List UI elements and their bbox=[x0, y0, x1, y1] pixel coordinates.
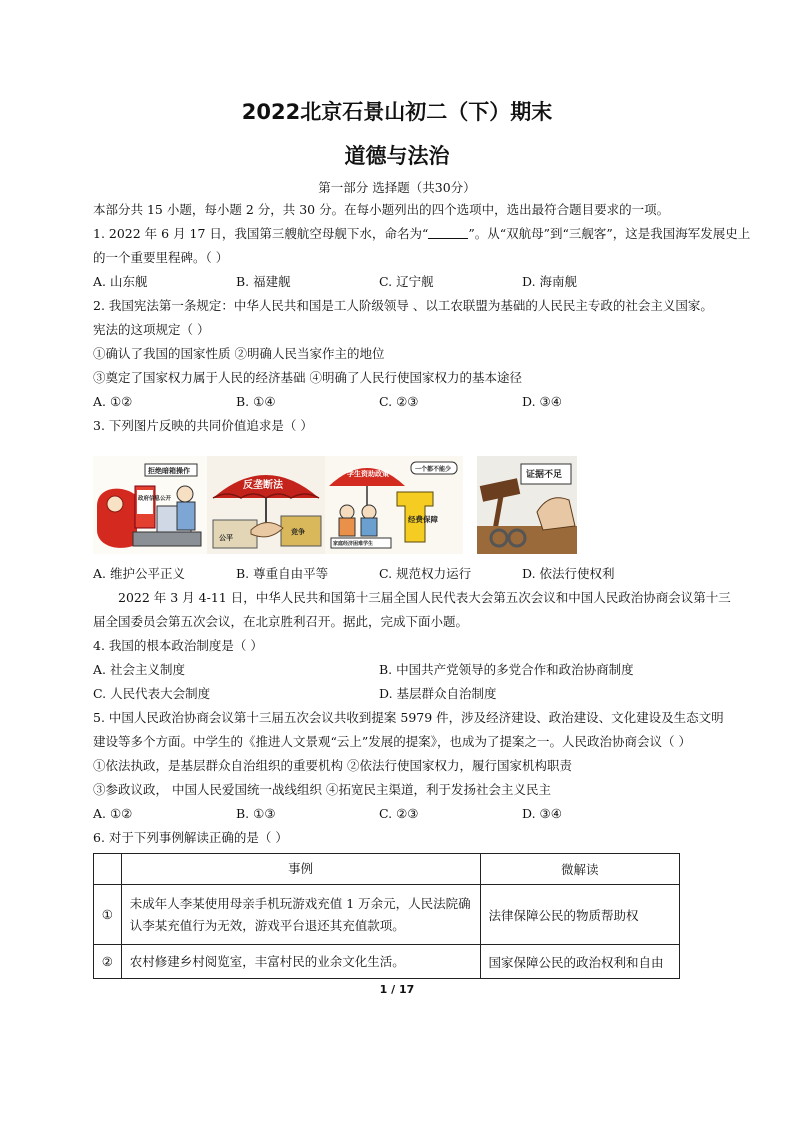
umbrella-label: 反垄断法 bbox=[243, 480, 283, 491]
cartoon-caption: 政府信息公开 bbox=[138, 496, 172, 502]
q5-option-a: A. ①② bbox=[93, 806, 133, 821]
card-label: 公平 bbox=[219, 534, 233, 542]
sign-label: 证据不足 bbox=[526, 470, 563, 480]
q5-option-d: D. ③④ bbox=[522, 806, 562, 821]
q5-line1: 5. 中国人民政治协商会议第十三届五次会议共收到提案 5979 件，涉及经济建设、政治建设、文化建设及生态文明 bbox=[93, 710, 724, 725]
q2-option-d: D. ③④ bbox=[522, 394, 562, 409]
q6-stem: 6. 对于下列事例解读正确的是（ ） bbox=[93, 830, 288, 845]
page-number: 1 / 17 bbox=[379, 983, 415, 996]
answer-blank bbox=[428, 226, 468, 239]
sign-label: 家庭经济困难学生 bbox=[333, 541, 374, 547]
case-cell: 农村修建乡村阅览室，丰富村民的业余文化生活。 bbox=[121, 945, 480, 979]
q4-stem: 4. 我国的根本政治制度是（ ） bbox=[93, 638, 263, 653]
column-header bbox=[94, 854, 122, 885]
q5-option-b: B. ①③ bbox=[236, 806, 276, 821]
cartoon-student-aid bbox=[325, 456, 463, 554]
q1-line1: 1. 2022 年 6 月 17 日，我国第三艘航空母舰下水，命名为“ ”。从“双航母”到“三舰客”，这是我国海军发展史上 bbox=[93, 226, 751, 241]
section-heading: 第一部分 选择题（共30分） bbox=[318, 180, 476, 195]
sign-label: 经费保障 bbox=[408, 515, 438, 524]
q2-line2: 宪法的这项规定（ ） bbox=[93, 322, 210, 337]
material-line2: 届全国委员会第五次会议，在北京胜利召开。据此，完成下面小题。 bbox=[93, 614, 469, 629]
cartoon-open-government bbox=[93, 456, 207, 554]
q3-option-c: C. 规范权力运行 bbox=[379, 566, 472, 581]
q5-line2: 建设等多个方面。中学生的《推进人文景观“云上”发展的提案》，也成为了提案之一。人民政治协商会议（ ） bbox=[93, 734, 692, 749]
q4-option-d: D. 基层群众自治制度 bbox=[379, 686, 497, 701]
q1-line2: 的一个重要里程碑。（ ） bbox=[93, 250, 229, 265]
table-row bbox=[94, 945, 680, 979]
case-cell: 未成年人李某使用母亲手机玩游戏充值 1 万余元，人民法院确认李某充值行为无效，游戏平台退还其充值款项。 bbox=[121, 885, 480, 945]
row-number: ② bbox=[94, 945, 122, 979]
subject-title: 道德与法治 bbox=[344, 144, 450, 168]
exam-title: 2022北京石景山初二（下）期末 bbox=[241, 100, 553, 124]
q2-items-1: ①确认了我国的国家性质 ②明确人民当家作主的地位 bbox=[93, 346, 385, 361]
material-line1: 2022 年 3 月 4-11 日，中华人民共和国第十三届全国人民代表大会第五次会议和中国人民政治协商会议第十三 bbox=[118, 590, 731, 605]
q1-option-a: A. 山东舰 bbox=[93, 274, 148, 289]
card-label: 竞争 bbox=[291, 528, 305, 536]
q2-line1: 2. 我国宪法第一条规定：中华人民共和国是工人阶级领导 、以工农联盟为基础的人民民主专政的社会主义国家。 bbox=[93, 298, 713, 313]
q5-option-c: C. ②③ bbox=[379, 806, 419, 821]
q5-items-1: ①依法执政，是基层群众自治组织的重要机构 ②依法行使国家权力，履行国家机构职责 bbox=[93, 758, 572, 773]
q3-cartoon-strip bbox=[93, 456, 580, 554]
row-number: ① bbox=[94, 885, 122, 945]
column-header: 微解读 bbox=[480, 854, 679, 885]
column-header: 事例 bbox=[121, 854, 480, 885]
q1-option-c: C. 辽宁舰 bbox=[379, 274, 434, 289]
q3-option-d: D. 依法行使权利 bbox=[522, 566, 615, 581]
cartoon-caption: 拒绝暗箱操作 bbox=[148, 467, 190, 475]
q2-option-c: C. ②③ bbox=[379, 394, 419, 409]
reading-cell: 国家保障公民的政治权利和自由 bbox=[480, 945, 679, 979]
q1-option-b: B. 福建舰 bbox=[236, 274, 291, 289]
q2-items-2: ③奠定了国家权力属于人民的经济基础 ④明确了人民行使国家权力的基本途径 bbox=[93, 370, 522, 385]
q3-stem: 3. 下列图片反映的共同价值追求是（ ） bbox=[93, 418, 313, 433]
q6-cases-table bbox=[93, 853, 680, 979]
cartoon-insufficient-evidence bbox=[477, 456, 577, 554]
q5-items-2: ③参政议政， 中国人民爱国统一战线组织 ④拓宽民主渠道，利于发扬社会主义民主 bbox=[93, 782, 551, 797]
table-header-row bbox=[94, 854, 680, 885]
q3-option-a: A. 维护公平正义 bbox=[93, 566, 185, 581]
speech-bubble: 一个都不能少 bbox=[415, 466, 452, 473]
q3-option-b: B. 尊重自由平等 bbox=[236, 566, 329, 581]
reading-cell: 法律保障公民的物质帮助权 bbox=[480, 885, 679, 945]
q4-option-b: B. 中国共产党领导的多党合作和政治协商制度 bbox=[379, 662, 634, 677]
cartoon-antimonopoly bbox=[207, 456, 325, 554]
q2-option-a: A. ①② bbox=[93, 394, 133, 409]
umbrella-label: 学生资助政策 bbox=[347, 470, 389, 478]
q4-option-c: C. 人民代表大会制度 bbox=[93, 686, 211, 701]
q2-option-b: B. ①④ bbox=[236, 394, 276, 409]
q4-option-a: A. 社会主义制度 bbox=[93, 662, 185, 677]
q1-option-d: D. 海南舰 bbox=[522, 274, 578, 289]
instruction: 本部分共 15 小题，每小题 2 分，共 30 分。在每小题列出的四个选项中，选出最符合题目要求的一项。 bbox=[93, 202, 670, 217]
table-row bbox=[94, 885, 680, 945]
